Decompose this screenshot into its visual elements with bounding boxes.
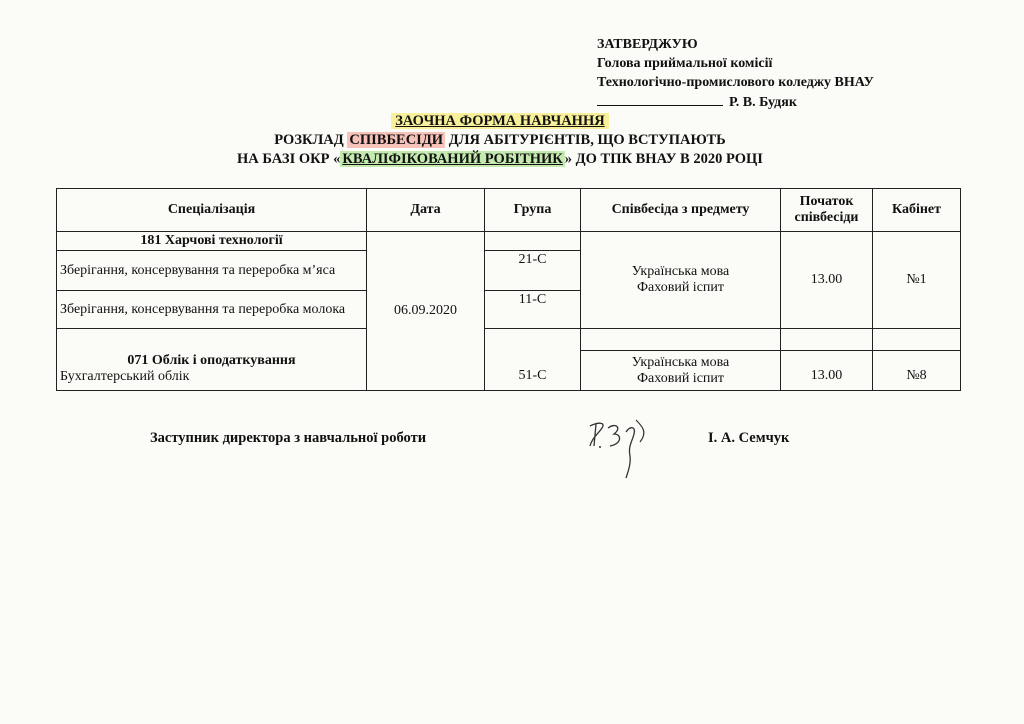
start-cell-2: 13.00 [781, 351, 873, 391]
approval-signer: Р. В. Будяк [729, 95, 797, 110]
group-11c: 11-С [485, 291, 581, 329]
specialty-block-071 [57, 329, 367, 391]
form-title [0, 112, 1000, 131]
subject-cell-1 [581, 232, 781, 329]
basis-title-end: » ДО ТПК ВНАУ В 2020 РОЦІ [564, 151, 763, 167]
deputy-role: Заступник директора з навчальної роботи [150, 430, 427, 446]
approval-position-2: Технологічно-промислового коледжу ВНАУ [597, 75, 874, 90]
handwritten-signature-icon [578, 416, 658, 482]
header-group: Група [485, 189, 581, 232]
header-specialization: Спеціалізація [57, 189, 367, 232]
subject-1-line-2: Фаховий іспит [636, 280, 725, 295]
approval-signature-line [597, 92, 874, 112]
date-cell: 06.09.2020 [367, 232, 485, 391]
schedule-title-end: ДЛЯ АБІТУРІЄНТІВ, ЩО ВСТУПАЮТЬ [448, 132, 726, 148]
start-empty-cell [781, 329, 873, 351]
approval-title: ЗАТВЕРДЖУЮ [597, 37, 698, 52]
table-row [57, 329, 961, 351]
deputy-name: І. А. Семчук [708, 430, 790, 446]
basis-title [0, 150, 1000, 169]
table-row [57, 232, 961, 251]
approval-block [597, 35, 874, 112]
subject-empty-cell [581, 329, 781, 351]
room-cell-1: №1 [873, 232, 961, 329]
schedule-title [0, 131, 1000, 150]
specialty-title-071: 071 Облік і оподаткування [127, 353, 296, 368]
signature-blank [597, 92, 723, 106]
header-room: Кабінет [873, 189, 961, 232]
group-empty-cell [485, 232, 581, 251]
specialization-milk: Зберігання, консервування та переробка молока [57, 291, 367, 329]
specialization-accounting: Бухгалтерський облік [60, 369, 190, 384]
start-cell-1: 13.00 [781, 232, 873, 329]
schedule-title-highlight: СПІВБЕСІДИ [349, 132, 444, 148]
header-date: Дата [367, 189, 485, 232]
header-start: Початок співбесіди [781, 189, 873, 232]
schedule-title-start: РОЗКЛАД [274, 132, 344, 148]
specialization-meat: Зберігання, консервування та переробка м’яса [57, 251, 367, 291]
room-empty-cell [873, 329, 961, 351]
group-51c: 51-С [485, 329, 581, 391]
basis-title-start: НА БАЗІ ОКР « [237, 151, 341, 167]
subject-2-line-1: Українська мова [631, 354, 730, 370]
footer-signature-block [0, 430, 1024, 490]
table-header-row [57, 189, 961, 232]
header-subject: Співбесіда з предмету [581, 189, 781, 232]
schedule-table [56, 188, 961, 391]
basis-title-highlight: КВАЛІФІКОВАНИЙ РОБІТНИК [342, 151, 563, 167]
room-cell-2: №8 [873, 351, 961, 391]
form-title-text: ЗАОЧНА ФОРМА НАВЧАННЯ [391, 113, 608, 129]
subject-cell-2 [581, 351, 781, 391]
subject-2-line-2: Фаховий іспит [636, 370, 725, 386]
subject-1-line-1: Українська мова [631, 264, 730, 279]
specialty-title-181: 181 Харчові технології [57, 232, 367, 251]
approval-position-1: Голова приймальної комісії [597, 56, 773, 71]
document-titles [0, 112, 1000, 169]
group-21c: 21-С [485, 251, 581, 291]
